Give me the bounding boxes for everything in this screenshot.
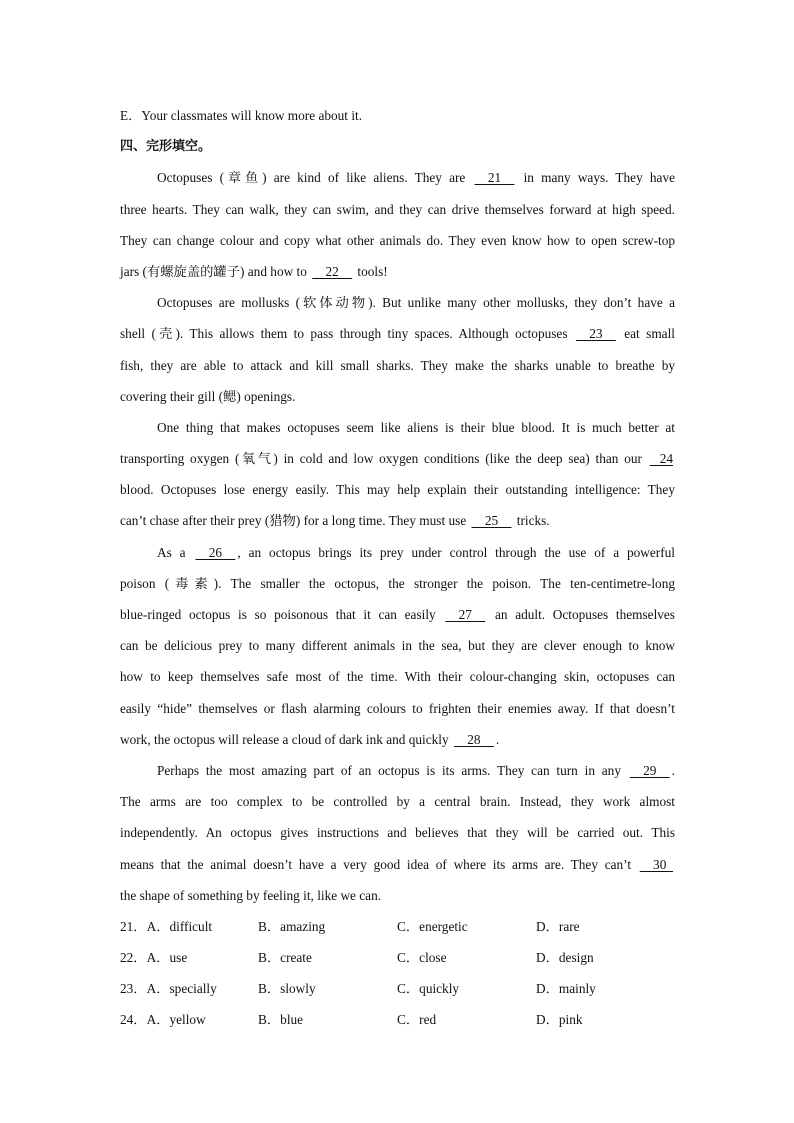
answer-blank: 24 xyxy=(649,451,673,467)
option-text: A．difficult xyxy=(146,918,213,934)
passage-text: blood. Octopuses lose energy easily. This may help explain their outstanding intelligence: They xyxy=(120,482,675,498)
passage-text: covering their gill (鳃) openings. xyxy=(120,388,296,404)
passage-line xyxy=(120,599,675,630)
passage-text: poison (毒素). The smaller the octopus, the stronger the poison. The ten-centimetre-long xyxy=(120,575,675,591)
passage-text: three hearts. They can walk, they can swim, and they can drive themselves forward at high speed. xyxy=(120,201,675,217)
passage-line xyxy=(120,880,675,911)
question-option: C．energetic xyxy=(397,918,468,934)
question-row xyxy=(120,911,675,942)
section-heading-cloze: 四、完形填空。 xyxy=(120,139,212,155)
question-number: 23． xyxy=(120,981,147,997)
answer-blank: 23 xyxy=(575,326,616,342)
passage-text: shell (壳). This allows them to pass through tiny spaces. Although octopuses xyxy=(120,326,574,342)
passage-line xyxy=(120,225,675,256)
passage-text: can’t chase after their prey (猎物) for a long time. They must use xyxy=(120,513,470,529)
passage-line xyxy=(120,755,675,786)
question-option xyxy=(120,942,187,973)
passage-text: jars (有螺旋盖的罐子) and how to xyxy=(120,263,311,279)
answer-blank: 26 xyxy=(195,544,236,560)
passage-text: work, the octopus will release a cloud of dark ink and quickly xyxy=(120,731,452,747)
answer-blank: 28 xyxy=(453,731,494,747)
passage-line xyxy=(120,786,675,817)
question-option: D．mainly xyxy=(536,981,596,997)
passage-line xyxy=(120,568,675,599)
passage-line xyxy=(120,537,675,568)
passage-line xyxy=(120,724,675,755)
passage-line xyxy=(120,817,675,848)
question-number: 21． xyxy=(120,918,147,934)
passage-text: , an octopus brings its prey under control through the use of a powerful xyxy=(237,544,676,560)
question-option: D．pink xyxy=(536,1012,583,1028)
passage-text: One thing that makes octopuses seem like aliens is their blue blood. It is much better at xyxy=(157,419,675,435)
question-number: 24． xyxy=(120,1012,147,1028)
option-text: A．yellow xyxy=(146,1012,206,1028)
passage-text: The arms are too complex to be controlled by a central brain. Instead, they work almost xyxy=(120,794,675,810)
question-option: B．amazing xyxy=(258,918,326,934)
passage-line xyxy=(120,849,675,880)
passage-line xyxy=(120,412,675,443)
question-option xyxy=(120,911,212,942)
question-option: B．create xyxy=(258,950,312,966)
passage-text: the shape of something by feeling it, like we can. xyxy=(120,887,382,903)
question-option: C．red xyxy=(397,1012,437,1028)
question-option: B．blue xyxy=(258,1012,304,1028)
passage-text: independently. An octopus gives instructions and believes that they will be carried out. This xyxy=(120,825,675,841)
question-list xyxy=(120,911,675,1036)
question-option: C．close xyxy=(397,950,447,966)
answer-blank: 27 xyxy=(445,607,486,622)
passage-line xyxy=(120,162,675,193)
passage-text: fish, they are able to attack and kill small sharks. They make the sharks unable to breathe by xyxy=(120,357,675,373)
passage-text: can be delicious prey to many different animals in the sea, but they are clever enough to know xyxy=(120,638,675,654)
option-text: A．use xyxy=(146,950,188,966)
prior-option-e: E．Your classmates will know more about it. xyxy=(120,108,363,123)
passage-text: tools! xyxy=(354,263,388,279)
passage-line xyxy=(120,350,675,381)
passage-text: transporting oxygen (氧气) in cold and low oxygen conditions (like the deep sea) than our xyxy=(120,451,648,467)
answer-blank: 21 xyxy=(474,170,515,186)
question-row xyxy=(120,942,675,973)
cloze-passage xyxy=(120,162,675,911)
passage-line xyxy=(120,381,675,412)
document-content xyxy=(120,100,675,1036)
passage-text: means that the animal doesn’t have a very good idea of where its arms are. They can’t xyxy=(120,856,638,872)
passage-text: Octopuses (章鱼) are kind of like aliens. They are xyxy=(157,170,473,186)
passage-text: As a xyxy=(157,544,194,560)
answer-blank: 29 xyxy=(629,762,670,778)
answer-blank: 25 xyxy=(471,513,512,529)
passage-text: easily “hide” themselves or flash alarming colours to frighten their enemies away. If that doesn’t xyxy=(120,700,675,716)
question-number: 22． xyxy=(120,950,147,966)
passage-line xyxy=(120,630,675,661)
passage-text: tricks. xyxy=(513,513,550,529)
option-text: A．specially xyxy=(146,981,217,997)
passage-text: an adult. Octopuses themselves xyxy=(487,607,675,622)
passage-line xyxy=(120,474,675,505)
passage-text: . xyxy=(671,762,675,778)
question-option: D．rare xyxy=(536,918,580,934)
passage-text: Octopuses are mollusks (软体动物). But unlike many other mollusks, they don’t have a xyxy=(157,295,675,311)
passage-line xyxy=(120,318,675,349)
passage-text: Perhaps the most amazing part of an octopus is its arms. They can turn in any xyxy=(157,762,628,778)
passage-line xyxy=(120,287,675,318)
answer-blank: 30 xyxy=(639,856,673,872)
question-option xyxy=(120,1004,206,1035)
passage-text: in many ways. They have xyxy=(516,170,675,186)
passage-line xyxy=(120,693,675,724)
passage-text: blue-ringed octopus is so poisonous that it can easily xyxy=(120,607,444,622)
passage-text: how to keep themselves safe most of the time. With their colour-changing skin, octopuses can xyxy=(120,669,675,685)
passage-text: . xyxy=(495,731,500,747)
passage-line xyxy=(120,256,675,287)
passage-text: They can change colour and copy what other animals do. They even know how to open screw-top xyxy=(120,232,675,248)
question-row xyxy=(120,973,675,1004)
question-row xyxy=(120,1004,675,1035)
passage-line xyxy=(120,661,675,692)
question-option: D．design xyxy=(536,950,594,966)
question-option: C．quickly xyxy=(397,981,460,997)
answer-blank: 22 xyxy=(312,263,353,279)
passage-text: eat small xyxy=(617,326,675,342)
passage-line xyxy=(120,505,675,536)
passage-line xyxy=(120,443,675,474)
passage-line xyxy=(120,194,675,225)
question-option: B．slowly xyxy=(258,981,316,997)
question-option xyxy=(120,973,217,1004)
